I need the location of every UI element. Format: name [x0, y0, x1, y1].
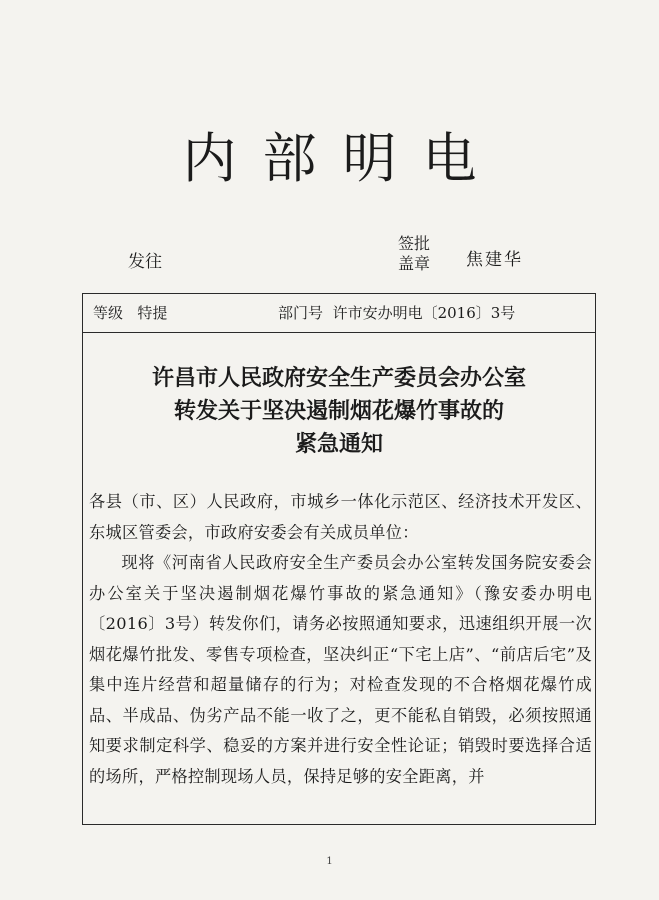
notice-title — [83, 362, 595, 461]
notice-title-line: 紧急通知 — [294, 431, 383, 457]
salutation: 各县（市、区）人民政府，市城乡一体化示范区、经济技术开发区、东城区管委会，市政府安委会有关成员单位： — [89, 492, 592, 542]
notice-title-line: 许昌市人民政府安全生产委员会办公室 — [151, 365, 526, 391]
sign-label-approve: 签批 — [398, 234, 431, 253]
signer-name: 焦建华 — [466, 250, 523, 270]
telegram-frame — [82, 293, 596, 825]
send-to-label: 发往 — [128, 252, 162, 272]
notice-title-line: 转发关于坚决遏制烟花爆竹事故的 — [173, 398, 504, 424]
sign-label-seal: 盖章 — [398, 254, 431, 273]
dept-number-value: 许市安办明电〔2016〕3号 — [332, 304, 516, 322]
document-title: 内部明电 — [182, 127, 503, 190]
body-paragraph: 现将《河南省人民政府安全生产委员会办公室转发国务院安委会办公室关于坚决遏制烟花爆竹事故的紧急通知》（豫安委办明电〔2016〕3号）转发你们，请务必按照通知要求，迅速组织开展一次烟花爆竹批发、零售专项检查，坚决纠正“下宅上店”、“前店后宅”及集中连片经营和超量储存的行为；对检查发现的不合格烟花爆竹成品、半成品、伪劣产品不能一收了之，更不能私自销毁，必须按照通知要求制定科学、稳妥的方案并进行安全性论证；销毁时要选择合适的场所，严格控制现场人员，保持足够的安全距离，并 — [89, 553, 592, 786]
grade-value: 特提 — [137, 304, 168, 322]
dept-number-field — [278, 302, 515, 323]
dept-number-label: 部门号 — [278, 304, 324, 322]
page-number: 1 — [326, 856, 333, 867]
notice-body — [89, 487, 592, 792]
sign-block — [398, 234, 430, 274]
grade-field — [93, 302, 167, 323]
telegram-header-row — [83, 294, 595, 333]
grade-label: 等级 — [93, 304, 124, 322]
